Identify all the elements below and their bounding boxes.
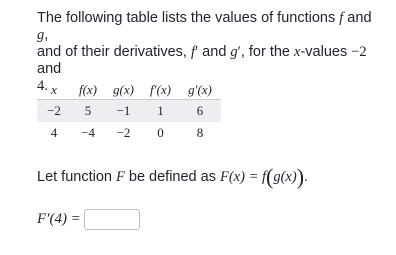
column-header-g: g(x) [105, 80, 142, 100]
answer-input[interactable] [84, 209, 140, 230]
math-f: f [339, 10, 344, 26]
column-header-g-prime: g′(x) [179, 80, 221, 100]
table-cell: 4 [50, 125, 58, 140]
table-cell: 8 [196, 125, 204, 140]
definition-formula-lhs: F(x) = f [220, 169, 267, 185]
problem-text: and [37, 61, 62, 77]
table-cell: −2 [37, 100, 71, 123]
definition-text: Let function [37, 169, 116, 185]
column-header-f: f(x) [71, 80, 105, 100]
problem-text: The following table lists the values of functions [37, 10, 340, 26]
math-g-prime: g [230, 44, 238, 60]
math-F: F [116, 169, 125, 185]
problem-statement: The following table lists the values of functions f and g, and of their derivatives, f′ and g′, for the x-values −2 and 4. [37, 10, 372, 94]
table-cell: 1 [142, 100, 179, 123]
math-value-4: 4 [37, 78, 45, 94]
table-cell: 0 [157, 125, 164, 140]
definition-close-paren: ) [296, 164, 305, 189]
problem-text: and [198, 44, 231, 60]
math-x: x [294, 44, 301, 60]
math-g: g [37, 27, 45, 43]
table-row [37, 100, 221, 123]
column-header-f-prime: f′(x) [142, 80, 179, 100]
math-f-prime: f [190, 44, 195, 60]
problem-text: . [44, 78, 49, 94]
table-cell: 5 [71, 100, 105, 123]
definition-text: be defined as [124, 169, 220, 185]
math-value-neg2: −2 [351, 44, 367, 60]
definition-text: . [304, 169, 309, 185]
column-header-x: x [37, 80, 71, 100]
values-table [37, 80, 221, 144]
problem-text: -values [300, 44, 352, 60]
answer-label: F′(4) = [37, 210, 81, 227]
function-definition [37, 164, 309, 189]
answer-row [37, 207, 140, 231]
problem-text: and [343, 10, 372, 26]
problem-text: , [44, 27, 49, 43]
table-cell: 6 [179, 100, 221, 123]
table-cell: −4 [81, 125, 95, 140]
table-row [37, 122, 221, 144]
problem-text: , for the [240, 44, 295, 60]
table-header-row [37, 80, 221, 100]
definition-open-paren: ( [266, 164, 274, 189]
definition-formula-inner: g(x) [273, 169, 297, 185]
problem-text: and of their derivatives, [37, 44, 191, 60]
table-cell: −1 [105, 100, 142, 123]
table-cell: −2 [116, 125, 131, 140]
